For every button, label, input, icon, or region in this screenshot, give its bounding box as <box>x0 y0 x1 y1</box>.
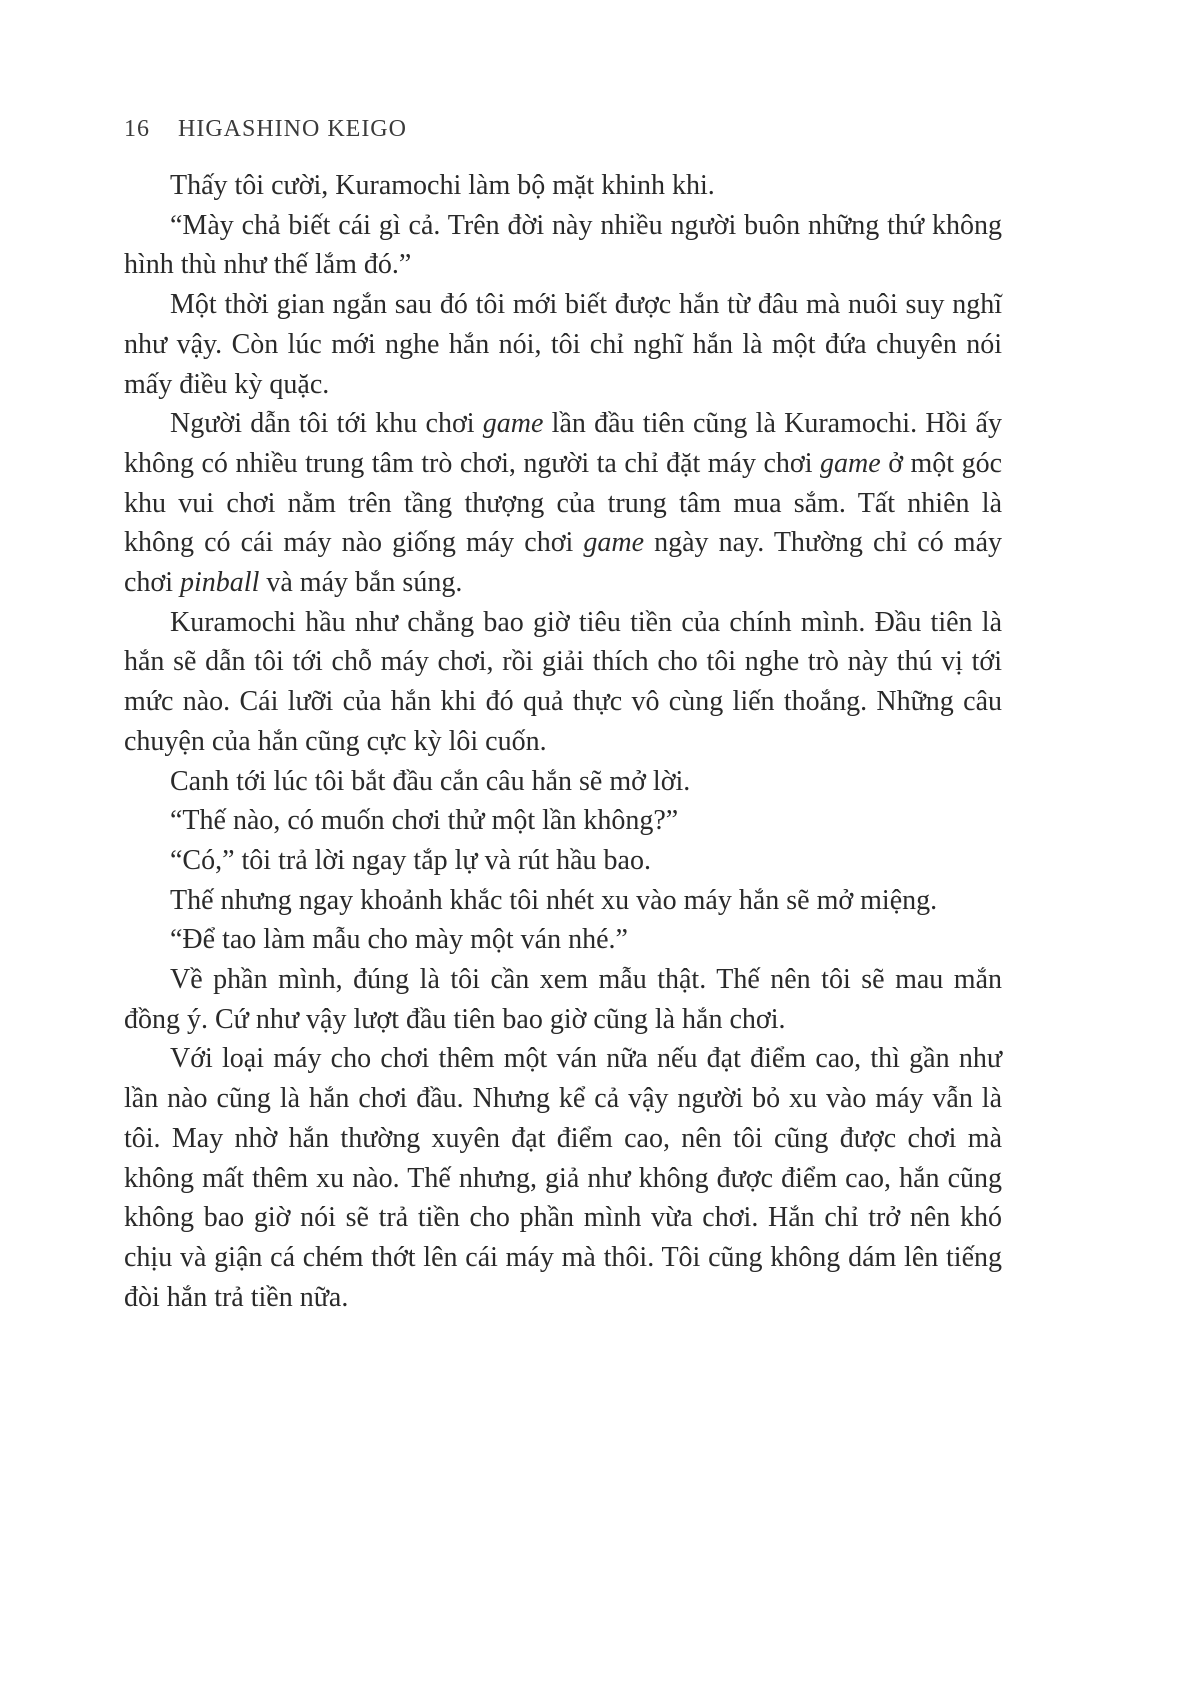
emphasized-word: game <box>820 447 881 479</box>
paragraph: Thấy tôi cười, Kuramochi làm bộ mặt khinh khi. <box>170 170 715 201</box>
emphasized-word: game <box>583 527 645 559</box>
running-header <box>124 116 407 143</box>
paragraph: Canh tới lúc tôi bắt đầu cắn câu hắn sẽ mở lời. <box>170 765 691 797</box>
paragraph: “Có,” tôi trả lời ngay tắp lự và rút hầu bao. <box>170 844 651 876</box>
paragraph: “Để tao làm mẫu cho mày một ván nhé.” <box>170 924 628 956</box>
paragraph: “Thế nào, có muốn chơi thử một lần không?” <box>170 805 679 837</box>
page-number: 16 <box>124 116 150 142</box>
body-text <box>124 166 1002 1317</box>
paragraph: Về phần mình, đúng là tôi cần xem mẫu thật. Thế nên tôi sẽ mau mắn đồng ý. Cứ như vậy lượt đầu tiên bao giờ cũng là hắn chơi. <box>124 964 1002 1035</box>
author-name: HIGASHINO KEIGO <box>178 116 407 142</box>
paragraph: Người dẫn tôi tới khu chơi game lần đầu tiên cũng là Kuramochi. Hồi ấy không có nhiều trung tâm trò chơi, người ta chỉ đặt máy chơi game ở một góc khu vui chơi nằm trên tầng thượng của trung tâm mua sắm. Tất nhiên là không có cái máy nào giống máy chơi game ngày nay. Thường chỉ có máy chơi pinball và máy bắn súng. <box>124 408 1002 599</box>
paragraph: Một thời gian ngắn sau đó tôi mới biết được hắn từ đâu mà nuôi suy nghĩ như vậy. Còn lúc mới nghe hắn nói, tôi chỉ nghĩ hắn là một đứa chuyên nói mấy điều kỳ quặc. <box>124 289 1002 400</box>
emphasized-word: game <box>482 408 544 440</box>
paragraph: Thế nhưng ngay khoảnh khắc tôi nhét xu vào máy hắn sẽ mở miệng. <box>170 884 938 916</box>
paragraph: Kuramochi hầu như chẳng bao giờ tiêu tiền của chính mình. Đầu tiên là hắn sẽ dẫn tôi tới chỗ máy chơi, rồi giải thích cho tôi nghe trò này thú vị tới mức nào. Cái lưỡi của hắn khi đó quả thực vô cùng liến thoắng. Những câu chuyện của hắn cũng cực kỳ lôi cuốn. <box>124 606 1002 757</box>
paragraph: “Mày chả biết cái gì cả. Trên đời này nhiều người buôn những thứ không hình thù như thế lắm đó.” <box>124 209 1002 281</box>
paragraph: Với loại máy cho chơi thêm một ván nữa nếu đạt điểm cao, thì gần như lần nào cũng là hắn chơi đầu. Nhưng kể cả vậy người bỏ xu vào máy vẫn là tôi. May nhờ hắn thường xuyên đạt điểm cao, nên tôi cũng được chơi mà không mất thêm xu nào. Thế nhưng, giả như không được điểm cao, hắn cũng không bao giờ nói sẽ trả tiền cho phần mình vừa chơi. Hắn chỉ trở nên khó chịu và giận cá chém thớt lên cái máy mà thôi. Tôi cũng không dám lên tiếng đòi hắn trả tiền nữa. <box>124 1043 1002 1313</box>
emphasized-word: pinball <box>180 567 260 599</box>
